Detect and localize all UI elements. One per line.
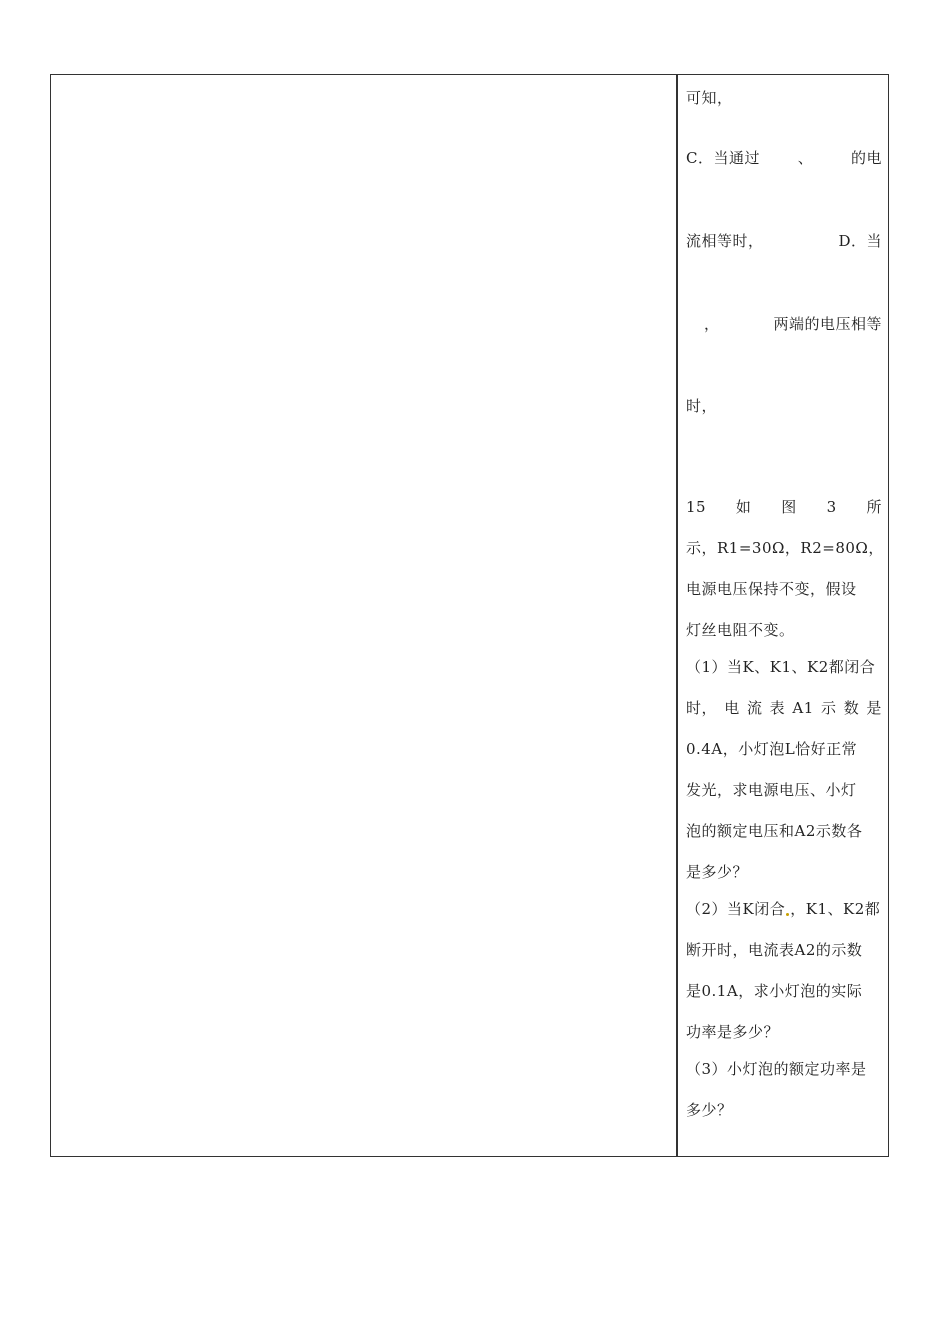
text-fragment: ，K1、K2都 xyxy=(790,900,881,918)
text-line: 发光，求电源电压、小灯 xyxy=(686,781,857,799)
part-1-line: （1）当K、K1、K2都闭合 xyxy=(686,658,876,676)
text-line: 多少？ xyxy=(686,1101,733,1119)
text-line xyxy=(686,314,882,334)
text-line: 功率是多少？ xyxy=(686,1023,780,1041)
text-fragment: 流相等时， xyxy=(686,232,764,250)
text-fragment: 是 xyxy=(866,699,882,717)
yellow-dot-mark xyxy=(786,913,789,916)
text-line: 灯丝电阻不变。 xyxy=(686,621,795,639)
text-line: 泡的额定电压和A2示数各 xyxy=(686,822,863,840)
text-fragment: 数 xyxy=(843,699,860,717)
question-15-line xyxy=(686,497,882,517)
text-fragment: 如 xyxy=(735,498,752,516)
text-line xyxy=(686,231,882,251)
text-line: 电源电压保持不变，假设 xyxy=(686,580,857,598)
text-fragment: 示 xyxy=(820,699,837,717)
text-fragment: ， xyxy=(704,315,720,333)
text-fragment: （2）当K闭合 xyxy=(686,900,786,918)
part-2-line xyxy=(686,899,882,919)
part-3-line: （3）小灯泡的额定功率是 xyxy=(686,1060,867,1078)
text-line: 是多少？ xyxy=(686,863,749,881)
text-fragment: 的电 xyxy=(850,149,882,167)
text-line: 断开时，电流表A2的示数 xyxy=(686,941,863,959)
text-line: 示，R1=30Ω，R2=80Ω， xyxy=(686,539,884,557)
text-line: 0.4A，小灯泡L恰好正常 xyxy=(686,740,858,758)
text-line: 可知， xyxy=(686,89,733,107)
text-fragment: 图 xyxy=(781,498,797,516)
text-line: 是0.1A，求小灯泡的实际 xyxy=(686,982,863,1000)
text-fragment: C．当通过 xyxy=(686,149,760,167)
text-fragment: 、 xyxy=(797,149,814,167)
text-line: 时， xyxy=(686,397,718,415)
column-divider xyxy=(676,74,678,1157)
text-fragment: 表 xyxy=(769,699,786,717)
text-fragment: 所 xyxy=(866,498,882,516)
text-fragment: 电 xyxy=(724,699,740,717)
text-fragment: 3 xyxy=(826,498,837,516)
text-fragment: 时， xyxy=(686,699,718,717)
text-line xyxy=(686,148,882,168)
text-line xyxy=(686,698,882,718)
text-fragment: 流 xyxy=(746,699,763,717)
text-fragment: A1 xyxy=(792,699,814,717)
text-fragment: D．当 xyxy=(838,232,882,250)
text-fragment: 15 xyxy=(686,498,707,516)
text-fragment: 两端的电压相等 xyxy=(773,315,882,333)
